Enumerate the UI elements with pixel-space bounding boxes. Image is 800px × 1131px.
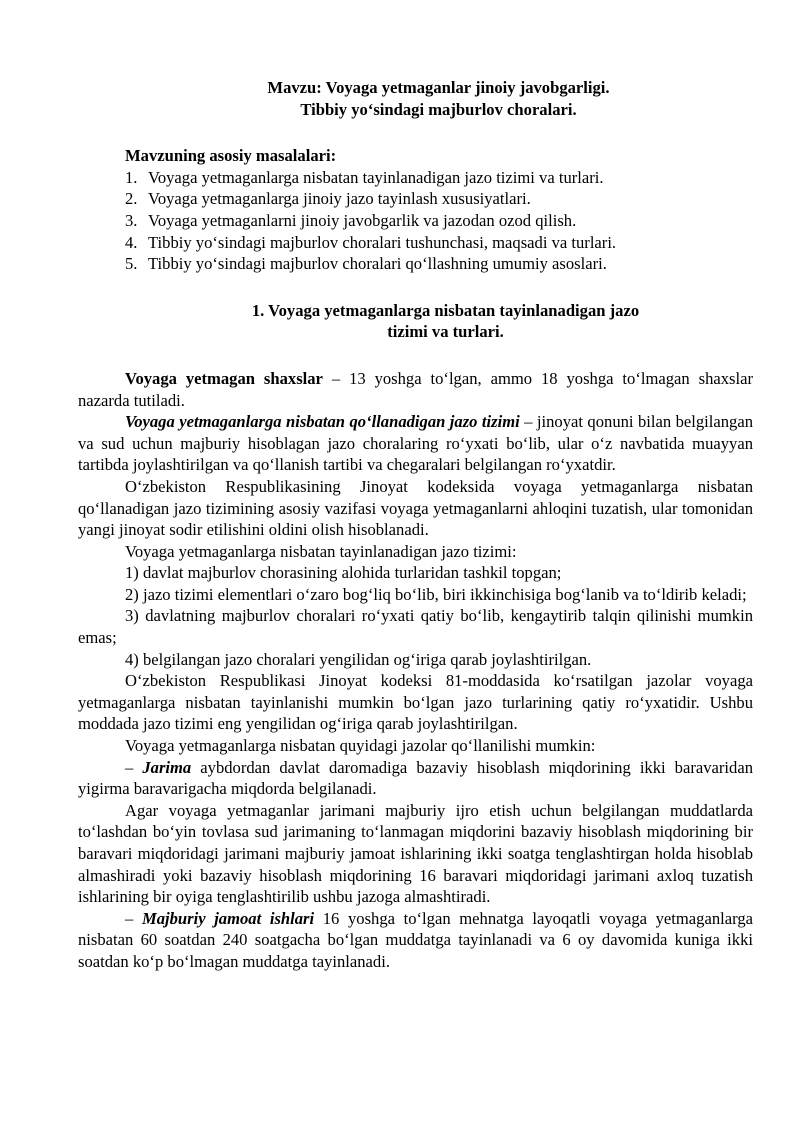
section-heading (78, 300, 753, 343)
list-item (125, 253, 753, 275)
title-line-1: Mavzu: Voyaga yetmaganlar jinoiy javobgarligi. (267, 78, 610, 97)
paragraph-community-service (78, 908, 753, 973)
list-item-text: Tibbiy yo‘sindagi majburlov choralari tushunchasi, maqsadi va turlari. (148, 232, 617, 252)
paragraph-definition-system (78, 411, 753, 476)
list-item-number: 1. (125, 167, 138, 187)
list-item-text: Voyaga yetmaganlarga nisbatan tayinlanadigan jazo tizimi va turlari. (148, 167, 604, 187)
section-heading-line-1: 1. Voyaga yetmaganlarga nisbatan tayinlanadigan jazo (251, 300, 640, 320)
list-item (125, 167, 753, 189)
list-item-text: Voyaga yetmaganlarga jinoiy jazo tayinlash xususiyatlari. (148, 189, 531, 209)
list-item-number: 2. (125, 189, 138, 209)
paragraph-text: aybdordan davlat daromadiga bazaviy hisoblash miqdorining ikki baravaridan yigirma baravarigacha miqdorda belgilanadi. (78, 757, 753, 799)
title-line-2: Tibbiy yo‘sindagi majburlov choralari. (300, 99, 577, 119)
dash: – (125, 908, 142, 928)
list-item-number: 3. (125, 210, 138, 230)
paragraph: O‘zbekiston Respublikasining Jinoyat kodeksida voyaga yetmaganlarga nisbatan qo‘llanadigan jazo tizimining asosiy vazifasi voyaga yetmaganlarni ahloqini tuzatish, ular tomonidan yangi jinoyat sodir etilishini oldini olish hisoblanadi. (78, 476, 753, 540)
list-item (125, 188, 753, 210)
paragraph-text: 16 yoshga to‘lgan mehnatga layoqatli voyaga yetmaganlarga nisbatan 60 soatdan 240 soatgacha bo‘lgan muddatga tayinlanadi va 6 oy davomida kuniga ikki soatdan ko‘p bo‘lmagan muddatga tayinlanadi. (78, 908, 753, 971)
paragraph: 2) jazo tizimi elementlari o‘zaro bog‘liq bo‘lib, biri ikkinchisiga bog‘lanib va to‘ldirib keladi; (125, 584, 747, 604)
paragraph: 3) davlatning majburlov choralari ro‘yxati qatiy bo‘lib, kengaytirib talqin qilinishi mumkin emas; (78, 606, 753, 648)
list-item-number: 5. (125, 254, 138, 274)
list-item (125, 210, 753, 232)
paragraph: Voyaga yetmaganlarga nisbatan tayinlanadigan jazo tizimi: (125, 541, 517, 561)
topics-list (78, 167, 753, 275)
list-item-number: 4. (125, 232, 138, 252)
paragraph-fine (78, 757, 753, 800)
dash: – (125, 757, 143, 777)
paragraph-text: – 13 yoshga to‘lgan, ammo 18 yoshga to‘lmagan shaxslar nazarda tutiladi. (78, 368, 753, 410)
term-minors: Voyaga yetmagan shaxslar (125, 368, 323, 388)
section-heading-line-2: tizimi va turlari. (387, 322, 504, 342)
list-item-text: Voyaga yetmaganlarni jinoiy javobgarlik va jazodan ozod qilish. (148, 210, 577, 230)
paragraph: O‘zbekiston Respublikasi Jinoyat kodeksi 81-moddasida ko‘rsatilgan jazolar voyaga yetmaganlarga nisbatan tayinlanishi mumkin bo‘lgan jazo turlarining qatiy ro‘yxatidir. Ushbu moddada jazo tizimi eng yengilidan og‘iriga qarab joylashtirilgan. (78, 671, 753, 734)
paragraph: Voyaga yetmaganlarga nisbatan quyidagi jazolar qo‘llanilishi mumkin: (125, 736, 596, 756)
term-fine: Jarima (142, 757, 192, 777)
paragraph: 4) belgilangan jazo choralari yengilidan og‘iriga qarab joylashtirilgan. (125, 649, 592, 669)
paragraph-definition-minors (78, 368, 753, 411)
page-title (78, 77, 753, 120)
paragraph-text: – jinoyat qonuni bilan belgilangan va sud uchun majburiy hisoblagan jazo choralaring ro‘yxati bo‘lib, ular o‘z navbatida muayyan tartibda joylashtirilgan va qo‘llanish tartibi va chegaralari belgilangan ro‘yxatdir. (78, 412, 754, 475)
topics-heading: Mavzuning asosiy masalalari: (125, 146, 337, 166)
paragraph: Agar voyaga yetmaganlar jarimani majburiy ijro etish uchun belgilangan muddatlarda to‘lashdan bo‘yin tovlasa sud jarimaning to‘lanmagan miqdorini bazaviy hisoblash miqdorining bir baravari miqdoridagi jarimani majburiy jamoat ishlarining ikki soatga tenglashtirgan holda hisoblab almashiradi yoki bazaviy hisoblash miqdorining 16 baravari miqdoridagi jarimani axloq tuzatish ishlarining bir oyiga tenglashtirilib ushbu jazoga almashtiradi. (78, 800, 753, 907)
paragraph: 1) davlat majburlov chorasining alohida turlaridan tashkil topgan; (125, 563, 562, 583)
term-community-service: Majburiy jamoat ishlari (141, 908, 315, 928)
list-item-text: Tibbiy yo‘sindagi majburlov choralari qo‘llashning umumiy asoslari. (148, 254, 607, 274)
term-punishment-system: Voyaga yetmaganlarga nisbatan qo‘llanadigan jazo tizimi (125, 412, 520, 432)
list-item (125, 232, 753, 254)
